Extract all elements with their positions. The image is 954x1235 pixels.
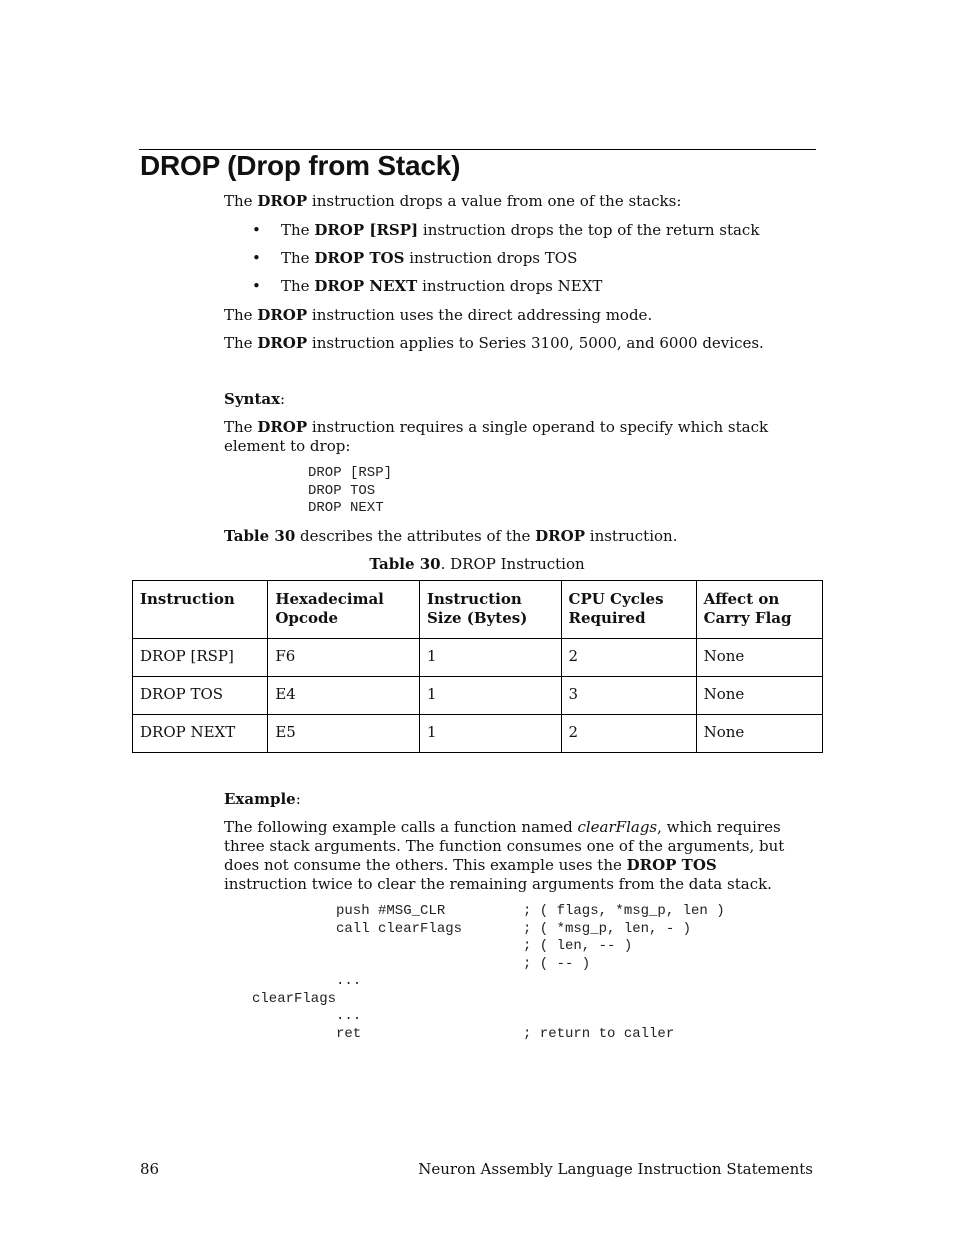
code-label bbox=[252, 1008, 336, 1026]
example-heading: Example: bbox=[224, 790, 301, 808]
table-cell: DROP TOS bbox=[133, 677, 268, 715]
intro-paragraph: The DROP instruction drops a value from one of the stacks: bbox=[224, 192, 682, 210]
code-comment bbox=[523, 1008, 725, 1026]
bullet-item-next: The DROP NEXT instruction drops NEXT bbox=[281, 277, 603, 295]
code-instruction: ... bbox=[336, 973, 362, 989]
addressing-paragraph: The DROP instruction uses the direct addressing mode. bbox=[224, 306, 653, 324]
code-line: DROP NEXT bbox=[308, 500, 384, 516]
table-cell: 2 bbox=[561, 715, 696, 753]
code-comment: ; return to caller bbox=[523, 1025, 675, 1042]
bullet-item-tos: The DROP TOS instruction drops TOS bbox=[281, 249, 578, 267]
code-comment: ; ( -- ) bbox=[523, 955, 591, 972]
table-row bbox=[133, 715, 823, 753]
header-cycles: CPU Cycles Required bbox=[561, 581, 696, 639]
bullet-marker: • bbox=[252, 277, 261, 295]
applies-paragraph: The DROP instruction applies to Series 3100, 5000, and 6000 devices. bbox=[224, 334, 764, 352]
table-cell: 3 bbox=[561, 677, 696, 715]
table-cell: 1 bbox=[419, 715, 561, 753]
table-header-row bbox=[133, 581, 823, 639]
table-reference: Table 30 describes the attributes of the DROP instruction. bbox=[224, 527, 678, 545]
page-title: DROP (Drop from Stack) bbox=[140, 150, 461, 181]
running-title: Neuron Assembly Language Instruction Statements bbox=[418, 1160, 813, 1178]
bullet-marker: • bbox=[252, 221, 261, 239]
code-instruction: call clearFlags bbox=[336, 920, 463, 937]
code-label bbox=[252, 956, 336, 974]
table-cell: E4 bbox=[268, 677, 420, 715]
syntax-code-block bbox=[308, 465, 392, 518]
code-instruction bbox=[336, 991, 462, 1009]
code-label bbox=[252, 938, 336, 956]
code-line: DROP TOS bbox=[308, 482, 376, 499]
code-comment: ; ( flags, *msg_p, len ) bbox=[523, 903, 725, 919]
code-instruction: ret bbox=[336, 1025, 362, 1042]
bullet-item-rsp: The DROP [RSP] instruction drops the top of the return stack bbox=[281, 221, 760, 239]
table-row bbox=[133, 639, 823, 677]
code-label: clearFlags bbox=[252, 990, 337, 1007]
table-cell: None bbox=[696, 639, 822, 677]
table-cell: E5 bbox=[268, 715, 420, 753]
table-cell: 2 bbox=[561, 639, 696, 677]
example-description: The following example calls a function named clearFlags, which requires three stack arguments. The function consumes one of the arguments, but does not consume the others. This example uses the DROP TOS instruction twice to clear the remaining arguments from the data stack. bbox=[224, 818, 785, 893]
header-instruction: Instruction bbox=[133, 581, 268, 639]
code-instruction bbox=[336, 956, 462, 974]
code-instruction: push #MSG_CLR bbox=[336, 903, 446, 919]
table-cell: None bbox=[696, 715, 822, 753]
table-cell: DROP NEXT bbox=[133, 715, 268, 753]
drop-instruction-table bbox=[132, 580, 823, 753]
code-instruction: ... bbox=[336, 1008, 362, 1024]
table-caption: Table 30. DROP Instruction bbox=[369, 555, 585, 573]
code-line: DROP [RSP] bbox=[308, 465, 393, 481]
example-comment-column bbox=[523, 903, 725, 1043]
code-label bbox=[252, 921, 336, 939]
code-comment bbox=[523, 973, 725, 991]
example-instruction-column bbox=[336, 903, 462, 1043]
table-cell: 1 bbox=[419, 677, 561, 715]
table-cell: F6 bbox=[268, 639, 420, 677]
syntax-heading: Syntax: bbox=[224, 390, 286, 408]
table-cell: None bbox=[696, 677, 822, 715]
bullet-marker: • bbox=[252, 249, 261, 267]
table-row bbox=[133, 677, 823, 715]
syntax-description: The DROP instruction requires a single operand to specify which stack element to drop: bbox=[224, 418, 769, 455]
header-carry: Affect on Carry Flag bbox=[696, 581, 822, 639]
header-size: Instruction Size (Bytes) bbox=[419, 581, 561, 639]
example-label-column bbox=[252, 903, 336, 1043]
code-label bbox=[252, 973, 336, 991]
code-label bbox=[252, 903, 336, 921]
table-cell: DROP [RSP] bbox=[133, 639, 268, 677]
code-comment bbox=[523, 991, 725, 1009]
table-cell: 1 bbox=[419, 639, 561, 677]
header-opcode: Hexadecimal Opcode bbox=[268, 581, 420, 639]
page-number: 86 bbox=[140, 1160, 160, 1178]
code-instruction bbox=[336, 938, 462, 956]
code-comment: ; ( len, -- ) bbox=[523, 938, 633, 954]
code-label bbox=[252, 1026, 336, 1044]
code-comment: ; ( *msg_p, len, - ) bbox=[523, 920, 692, 937]
